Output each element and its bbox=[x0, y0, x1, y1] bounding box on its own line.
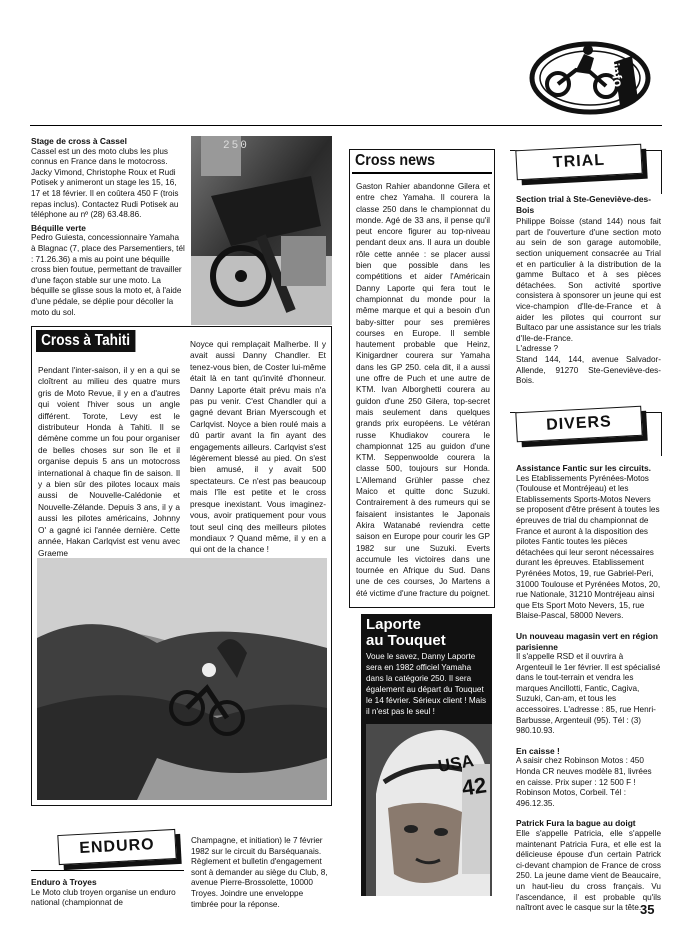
enduro-paragraph-right: Champagne, et initiation) le 7 février 1982 sur le circuit du Barséquanais. Règlement et bulletin d'engagement sont à demander au siège du Club, 8, avenue Pierre-Brossolette, 10000 Troyes. Joindre une enveloppe timbrée pour la réponse. bbox=[191, 836, 328, 909]
laporte-title bbox=[366, 617, 446, 649]
divers-paragraph-magasin: Il s'appelle RSD et il ouvrira à Argenteuil le 1er février. Il est spécialisé dans le tout-terrain et vendra les marques Ancillotti, Fantic, Cagiva, Suzuki, Can-am, et tous les accessoires. L'adresse : 85, rue Henri-Barbusse, Argenteuil (95). Tél : (3) 980.10.93. bbox=[516, 652, 661, 736]
laporte-helmet-photo bbox=[366, 724, 492, 896]
divers-paragraph-fantic: Les Etablissements Pyrénées-Motos (Toulouse et Montréjeau) et les Etablissements Sports-Motos Nevers se proposent d'être présent à toutes les épreuves de trial du championnat de France et auront à la disposition des pilotes Fantic toutes les pièces détachées qui leur seront nécessaires durant les épreuves. Etablissement Pyrénées Motos, 19, rue Gabriel-Peri, 31000 Toulouse et Pyrénées Motos, 20, rue Nationale, 31210 Montréjeau ainsi que Ets Sport Moto Nevers, 15, rue Blaise-Pascal, 58000 Nevers. bbox=[516, 473, 661, 621]
enduro-heading: Enduro à Troyes bbox=[31, 877, 97, 887]
laporte-paragraph: Voue le savez, Danny Laporte sera en 1982 officiel Yamaha dans la catégorie 250. Il sera également au départ du Touquet le 14 février. Sérieux client ! Mais il n'est pas le seul ! bbox=[366, 652, 487, 716]
stage-heading: Stage de cross à Cassel bbox=[31, 136, 127, 146]
laporte-title-line1: Laporte bbox=[366, 616, 422, 633]
divers-heading-caisse: En caisse ! bbox=[516, 745, 560, 756]
bequille-text: Pedro Guiesta, concessionnaire Yamaha à Blagnac (7, place des Parsementiers, tél : 71.26.36) a mis au point une béquille cross bien foutue, permettant de travailler d'une façon stable sur une moto. La béquille se glisse sous la moto et, à l'aide d'une pédale, se déplie pour décoller la moto du sol. bbox=[31, 233, 185, 317]
trial-address-label: L'adresse ? bbox=[516, 344, 559, 354]
tahiti-paragraph-left: Pendant l'inter-saison, il y en a qui se cloîtrent au milieu des quatre murs gris de Moto Revue, il y en a d'autres qui voient l'hiver sous un angle différent. Torote, Levy est le distributeur Honda à Tahiti. Il se démène comme un fou pour organiser de belles choses sur son île et il organise depuis 5 ans un motocross international à chaque fin de saison. Il y a bien sûr des pilotes locaux mais aussi de Nouvelle-Calédonie et Nouvelle-Zélande. Depuis 3 ans, il y a aussi les pilotes américains, Johnny O' a gagné ici l'année dernière. Cette année, Hakan Carlqvist est venu avec Graeme bbox=[38, 365, 180, 558]
tahiti-text-right bbox=[190, 339, 326, 556]
info-logo bbox=[528, 40, 652, 116]
crossnews-title-rule bbox=[352, 172, 492, 174]
tahiti-photo-image bbox=[37, 558, 327, 800]
top-rule bbox=[30, 125, 662, 126]
enduro-banner: ENDURO bbox=[57, 829, 176, 865]
crossnews-title: Cross news bbox=[355, 152, 436, 169]
number-plate: 250 bbox=[223, 140, 249, 152]
divers-banner: DIVERS bbox=[515, 406, 642, 443]
helmet-text-usa: USA bbox=[436, 751, 476, 776]
tahiti-photo bbox=[37, 558, 327, 800]
divers-heading-fantic: Assistance Fantic sur les circuits. bbox=[516, 463, 651, 473]
divers-heading-magasin: Un nouveau magasin vert en région parisienne bbox=[516, 630, 658, 652]
enduro-rule bbox=[31, 870, 184, 871]
enduro-text-left bbox=[31, 877, 186, 909]
tahiti-paragraph-right: Noyce qui remplaçait Malherbe. Il y avait aussi Danny Chandler. Et tenez-vous bien, de Coster lui-même était là en tant qu'invité d'honneur. Danny Laporte était prévu mais n'a pas pu venir. C'est Chandler qui a gagné devant Brian Myerscough et Carlqvist. Noyce a bien roulé mais a dû partir avant la fin ayant des engagements ailleurs. Carlqvist s'est légèrement blessé au pied. On s'est bien amusé, il y avait 500 spectateurs. Ce n'est pas beaucoup mais l'île est petite et le cross presque inexistant. Vous imaginez-vous, avoir pratiquement pour vous tout seul cinq des meilleurs pilotes mondiaux ? Quand même, il y en a qui ont de la chance ! bbox=[190, 339, 326, 555]
laporte-title-line2: au Touquet bbox=[366, 632, 446, 649]
helmet-photo-image bbox=[366, 724, 492, 896]
laporte-text bbox=[366, 651, 490, 717]
divers-paragraph-caisse: A saisir chez Robinson Motos : 450 Honda CR neuves modèle 81, livrées en caisse. Prix super : 12 500 F ! Robinson Motos, Corbeil. Tél : 496.12.35. bbox=[516, 756, 652, 808]
tahiti-text-left bbox=[38, 365, 180, 559]
logo-text: info bbox=[607, 62, 627, 89]
divers-paragraph-fura: Elle s'appelle Patricia, elle s'appelle maintenant Patricia Fura, et elle est la délicieuse épouse d'un certain Patrick ci-devant champion de France de cross 250. La jeune dame vient de Beaucaire, un haut-lieu du cross français. Vu l'ascendance, il est probable qu'ils naîtront avec le casque sur la tête. bbox=[516, 829, 661, 913]
tahiti-title: Cross à Tahiti bbox=[36, 330, 135, 352]
bequille-heading: Béquille verte bbox=[31, 222, 86, 233]
crossnews-paragraph: Gaston Rahier abandonne Gilera et entre chez Yamaha. Il courera la classe 250 dans le championnat du monde. Agé de 33 ans, il pense qu'il peut encore figurer au top-niveau pendant deux ans. Il aura un double rôle cette année : se placer aussi bien que possible dans les compétitions et aider l'Américain Danny Laporte qui fera tout le championnat du monde pour la même marque et qui a besoin d'un baby-sitter pour ses premières courses en Europe. Il semble hautement probable que Heinz, Kinigardner courera sur Yamaha dans les GP 250. cela dit, il a aussi une offre de Puch et une autre de KTM. Ivan Alborghetti courera au guidon d'une 250 Gilera, top-secret mais seulement dans quelques grands prix européens. Le vétéran russe Khudiakov courera le championnat 125 au guidon d'une KTM. Seppenwoolde courera la classe 500, toujours sur Honda. L'Allemand Grühler passe chez Maico et quitte donc Suzuki. Contrairement à des rumeurs qui se faisaient insistantes le Japonais Akira Watanabé reviendra cette saison en Europe pour courir les GP 1982 sur une Suzuki. Everts accumule les victoires dans une tournée en Afrique du Sud. Dans une de ces courses, Jo Martens a été victime d'une fracture du poignet. bbox=[356, 182, 491, 598]
page-number: 35 bbox=[640, 902, 655, 917]
trial-address: Stand 144, 144, avenue Salvador-Allende, 91270 Ste-Geneviève-des-Bois. bbox=[516, 354, 661, 386]
stage-text: Cassel est un des moto clubs les plus connus en France dans le motocross. Jacky Vimond, Christophe Roux et Rudi Potisek y animeront un stage les 15, 16, 17 et 18 février. Il en coûtera 450 F (trois repas inclus). Contactez Rudi Potisek au téléphone au nº (28) 63.48.86. bbox=[31, 146, 179, 220]
moto-photo-image bbox=[191, 136, 332, 325]
col1-text bbox=[31, 136, 185, 318]
trial-paragraph: Philippe Boisse (stand 144) nous fait part de l'ouverture d'une section moto au sein de son garage automobile, section uniquement consacrée au Trial et en particulier à la distribution de la gamme Bultaco et à ses pièces détachées. Son activité sportive consistera à sponsorer un jeune qui est vice-champion d'Ile-de-France et à aider les pilotes qui courront sur Bultaco par une assistance sur les trials d'Ile-de-France. bbox=[516, 217, 661, 343]
divers-heading-fura: Patrick Fura la bague au doigt bbox=[516, 818, 636, 829]
enduro-paragraph-left: Le Moto club troyen organise un enduro national (championnat de bbox=[31, 887, 176, 908]
helmet-text-number: 42 bbox=[460, 772, 489, 801]
crossnews-text bbox=[356, 181, 490, 599]
enduro-text-right bbox=[191, 836, 332, 910]
trial-heading: Section trial à Ste-Geneviève-des-Bois bbox=[516, 194, 651, 215]
moto-photo-top bbox=[191, 136, 332, 325]
trial-text bbox=[516, 194, 661, 387]
motorbike-logo-icon bbox=[528, 40, 652, 116]
trial-banner: TRIAL bbox=[515, 144, 642, 181]
divers-text bbox=[516, 463, 661, 914]
